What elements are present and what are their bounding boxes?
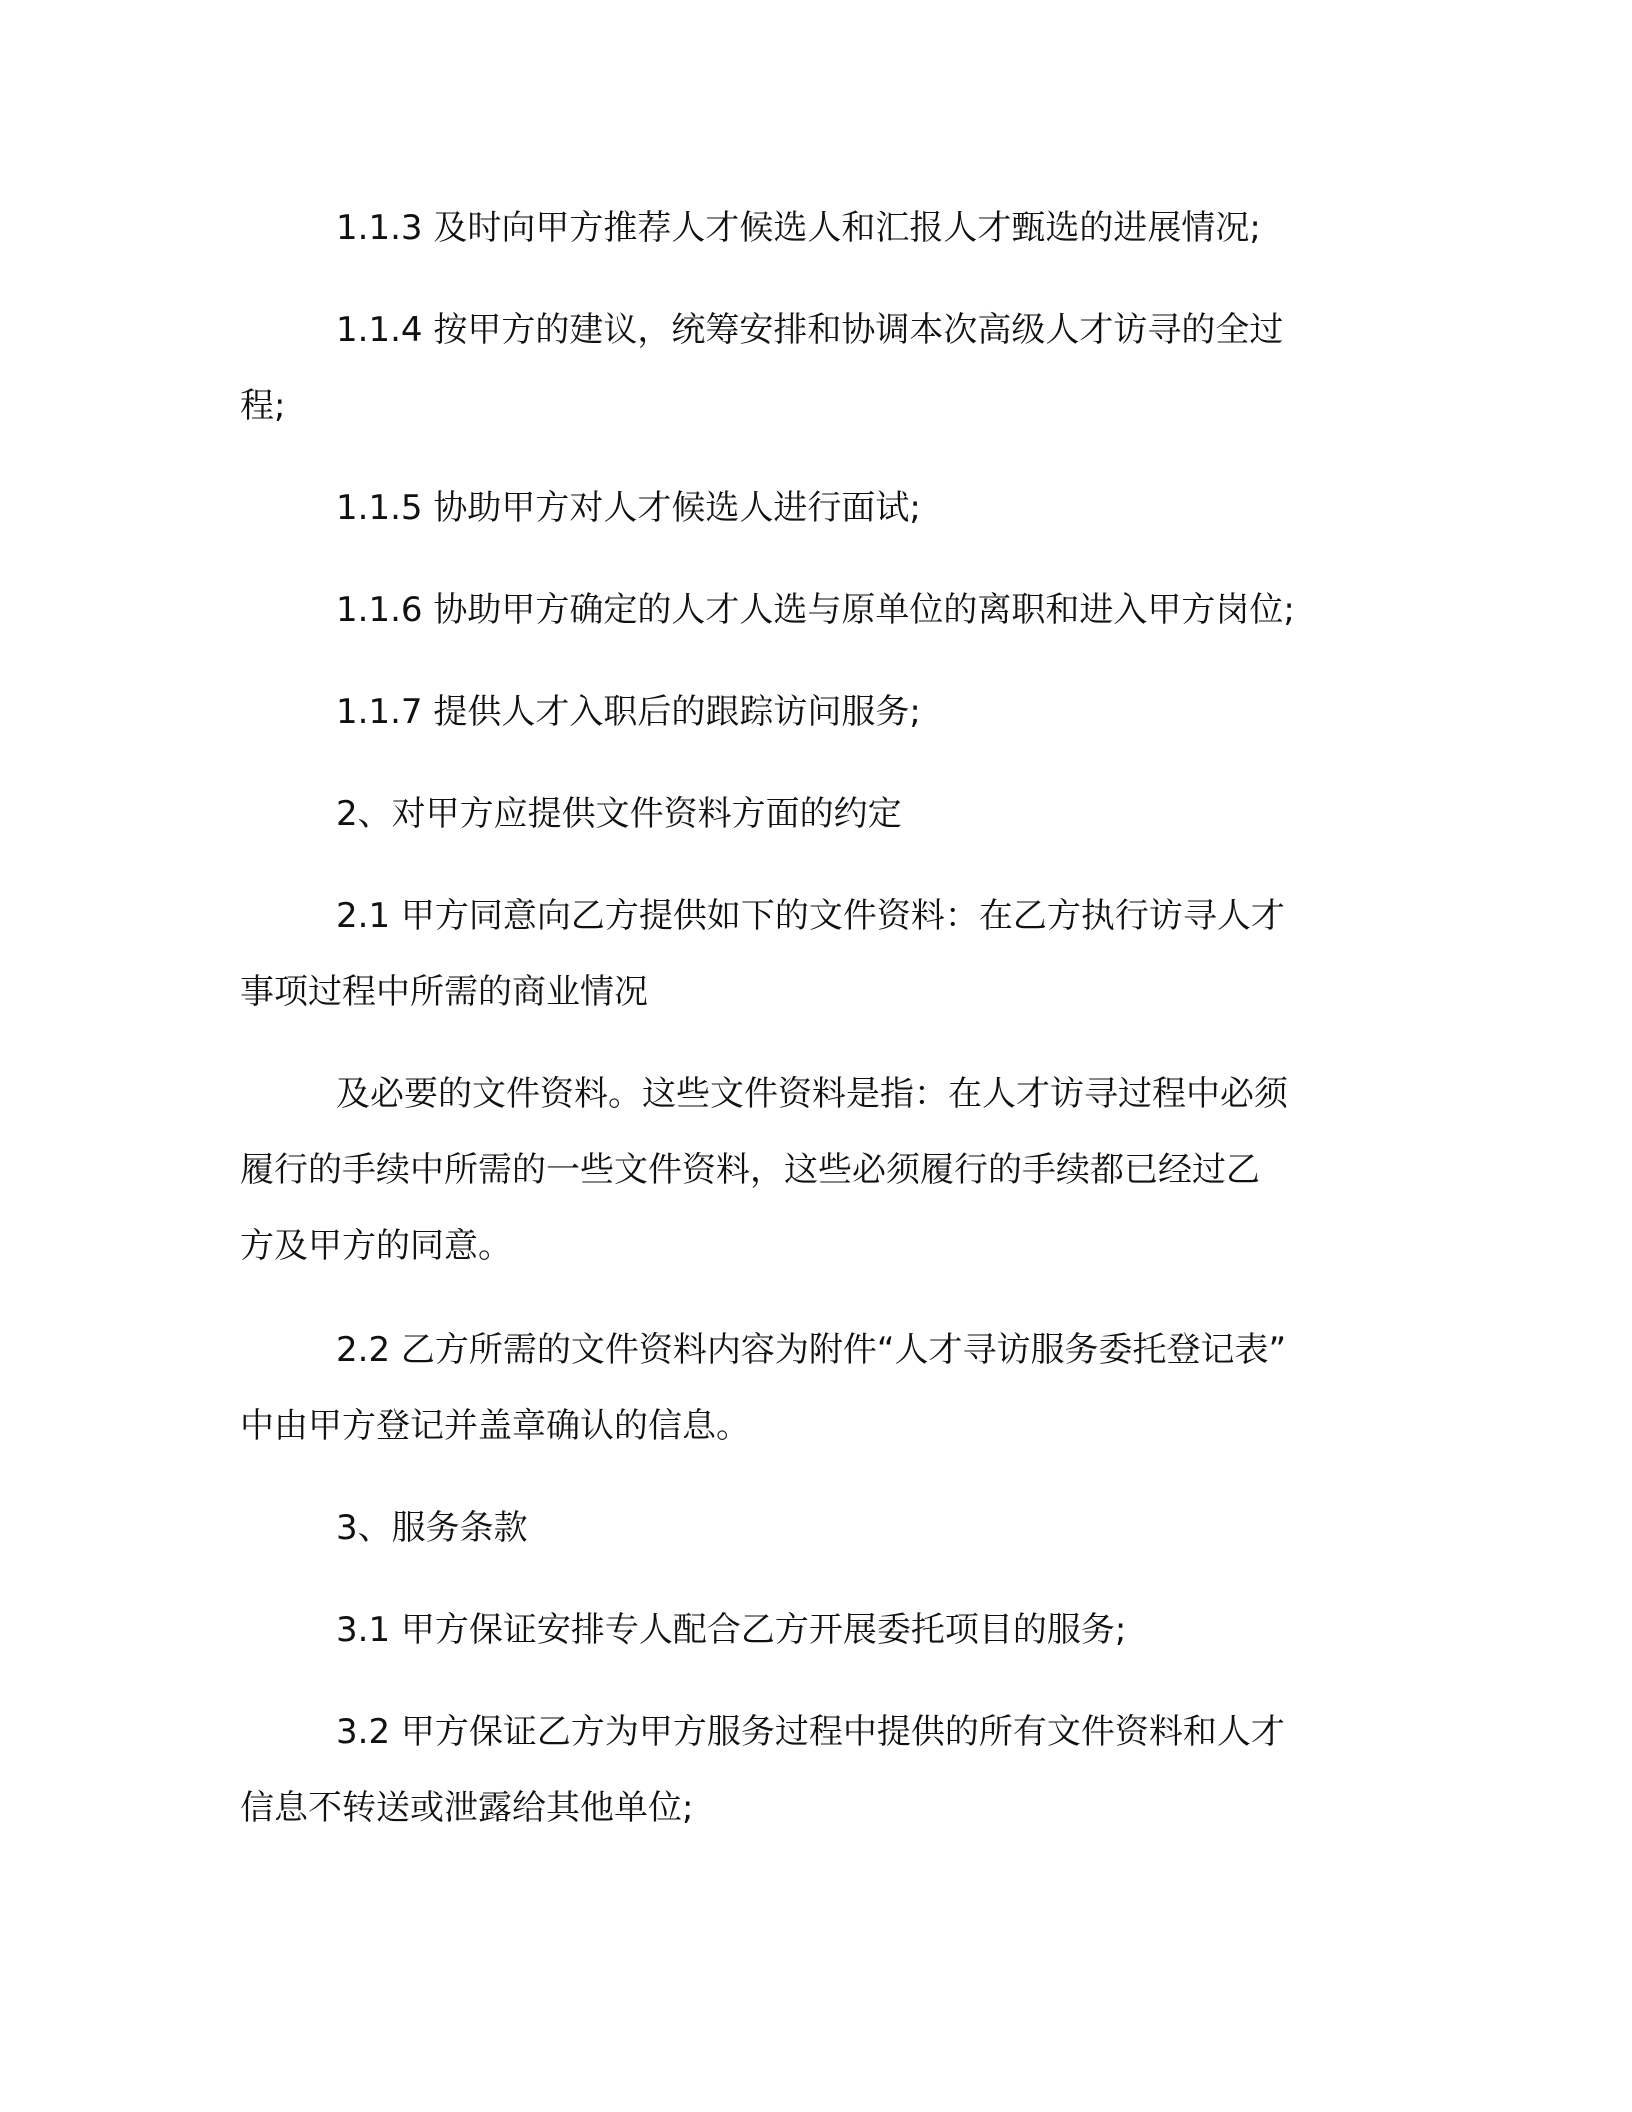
section-heading-2	[240, 776, 1390, 852]
paragraph-line: 及必要的文件资料。这些文件资料是指：在人才访寻过程中必须	[336, 1074, 1288, 1114]
paragraph-2-1-continued	[240, 1056, 1390, 1284]
paragraph-line: 1.1.4 按甲方的建议，统筹安排和协调本次高级人才访寻的全过	[336, 310, 1284, 350]
paragraph-1-1-4	[240, 292, 1390, 444]
paragraph-line: 1.1.3 及时向甲方推荐人才候选人和汇报人才甄选的进展情况;	[336, 208, 1261, 248]
paragraph-line: 2、对甲方应提供文件资料方面的约定	[336, 794, 902, 834]
paragraph-line: 2.1 甲方同意向乙方提供如下的文件资料：在乙方执行访寻人才	[336, 896, 1285, 936]
paragraph-line: 2.2 乙方所需的文件资料内容为附件“人才寻访服务委托登记表”	[336, 1330, 1287, 1370]
paragraph-line: 履行的手续中所需的一些文件资料，这些必须履行的手续都已经过乙	[240, 1150, 1260, 1190]
paragraph-line: 中由甲方登记并盖章确认的信息。	[240, 1406, 750, 1446]
paragraph-line: 1.1.7 提供人才入职后的跟踪访问服务;	[336, 692, 921, 732]
paragraph-line: 程;	[240, 386, 286, 426]
paragraph-1-1-5	[240, 470, 1390, 546]
paragraph-line: 3.2 甲方保证乙方为甲方服务过程中提供的所有文件资料和人才	[336, 1712, 1285, 1752]
paragraph-1-1-6	[240, 572, 1390, 648]
paragraph-line: 3、服务条款	[336, 1508, 528, 1548]
paragraph-1-1-3	[240, 190, 1390, 266]
paragraph-1-1-7	[240, 674, 1390, 750]
document-body	[240, 190, 1390, 1846]
paragraph-3-1	[240, 1592, 1390, 1668]
paragraph-3-2	[240, 1694, 1390, 1846]
paragraph-line: 1.1.5 协助甲方对人才候选人进行面试;	[336, 488, 921, 528]
paragraph-line: 方及甲方的同意。	[240, 1226, 512, 1266]
paragraph-line: 3.1 甲方保证安排专人配合乙方开展委托项目的服务;	[336, 1610, 1127, 1650]
paragraph-line: 事项过程中所需的商业情况	[240, 972, 648, 1012]
paragraph-line: 信息不转送或泄露给其他单位;	[240, 1788, 694, 1828]
paragraph-2-1	[240, 878, 1390, 1030]
section-heading-3	[240, 1490, 1390, 1566]
paragraph-2-2	[240, 1312, 1390, 1464]
paragraph-line: 1.1.6 协助甲方确定的人才人选与原单位的离职和进入甲方岗位;	[336, 590, 1295, 630]
